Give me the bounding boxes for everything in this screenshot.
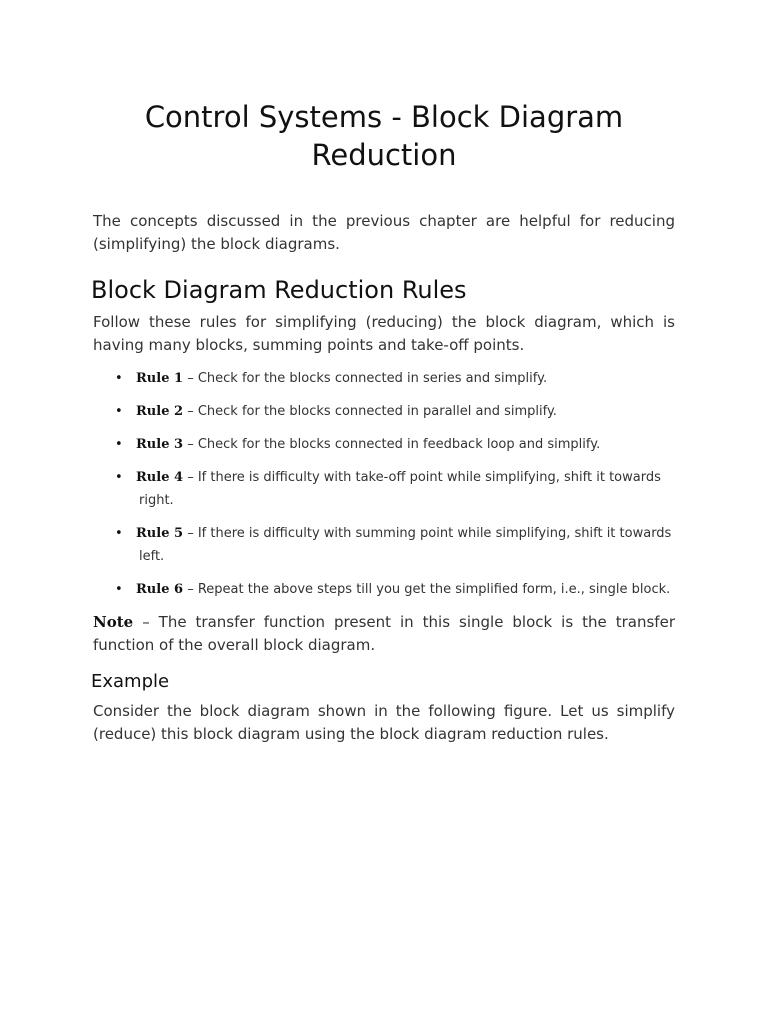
bullet-icon: • <box>115 371 123 386</box>
rule-separator: – <box>187 582 194 597</box>
rules-intro-paragraph: Follow these rules for simplifying (reducing) the block diagram, which is having many blocks, summing points and take-off points. <box>93 313 675 354</box>
rule-text: Repeat the above steps till you get the simplified form, i.e., single block. <box>197 582 671 597</box>
rule-text-continuation: left. <box>139 549 165 564</box>
rule-item-4 <box>93 466 675 512</box>
rule-name: Rule 1 <box>136 371 184 386</box>
rule-separator: – <box>187 470 194 485</box>
rule-text: Check for the blocks connected in parallel and simplify. <box>197 404 557 419</box>
document-page <box>93 0 675 746</box>
note-label: Note <box>93 613 134 631</box>
rule-text-continuation: right. <box>139 493 174 508</box>
rules-list <box>93 367 675 601</box>
rule-name: Rule 5 <box>136 526 184 541</box>
rule-text: Check for the blocks connected in feedback loop and simplify. <box>197 437 601 452</box>
note-text: The transfer function present in this single block is the transfer function of the overall block diagram. <box>93 613 675 654</box>
section-heading: Block Diagram Reduction Rules <box>91 276 467 304</box>
bullet-icon: • <box>115 404 123 419</box>
note-paragraph <box>93 611 675 657</box>
bullet-icon: • <box>115 437 123 452</box>
intro-paragraph: The concepts discussed in the previous chapter are helpful for reducing (simplifying) the block diagrams. <box>93 212 675 253</box>
rule-item-2 <box>93 400 675 423</box>
example-paragraph: Consider the block diagram shown in the following figure. Let us simplify (reduce) this block diagram using the block diagram reduction rules. <box>93 702 675 743</box>
rule-separator: – <box>187 404 194 419</box>
rule-name: Rule 3 <box>136 437 184 452</box>
rule-item-5 <box>93 522 675 568</box>
rule-text: If there is difficulty with summing point while simplifying, shift it towards <box>197 526 672 541</box>
rule-separator: – <box>187 526 194 541</box>
rule-separator: – <box>187 371 194 386</box>
note-separator: – <box>142 613 150 631</box>
rule-name: Rule 4 <box>136 470 184 485</box>
rule-name: Rule 6 <box>136 582 184 597</box>
rule-text: If there is difficulty with take-off point while simplifying, shift it towards <box>197 470 661 485</box>
bullet-icon: • <box>115 582 123 597</box>
bullet-icon: • <box>115 526 123 541</box>
rule-name: Rule 2 <box>136 404 184 419</box>
rule-item-6 <box>93 578 675 601</box>
rule-text: Check for the blocks connected in series and simplify. <box>197 371 548 386</box>
example-heading: Example <box>91 671 170 692</box>
page-title: Control Systems - Block Diagram Reduction <box>144 100 624 172</box>
rule-separator: – <box>187 437 194 452</box>
bullet-icon: • <box>115 470 123 485</box>
rule-item-1 <box>93 367 675 390</box>
rule-item-3 <box>93 433 675 456</box>
